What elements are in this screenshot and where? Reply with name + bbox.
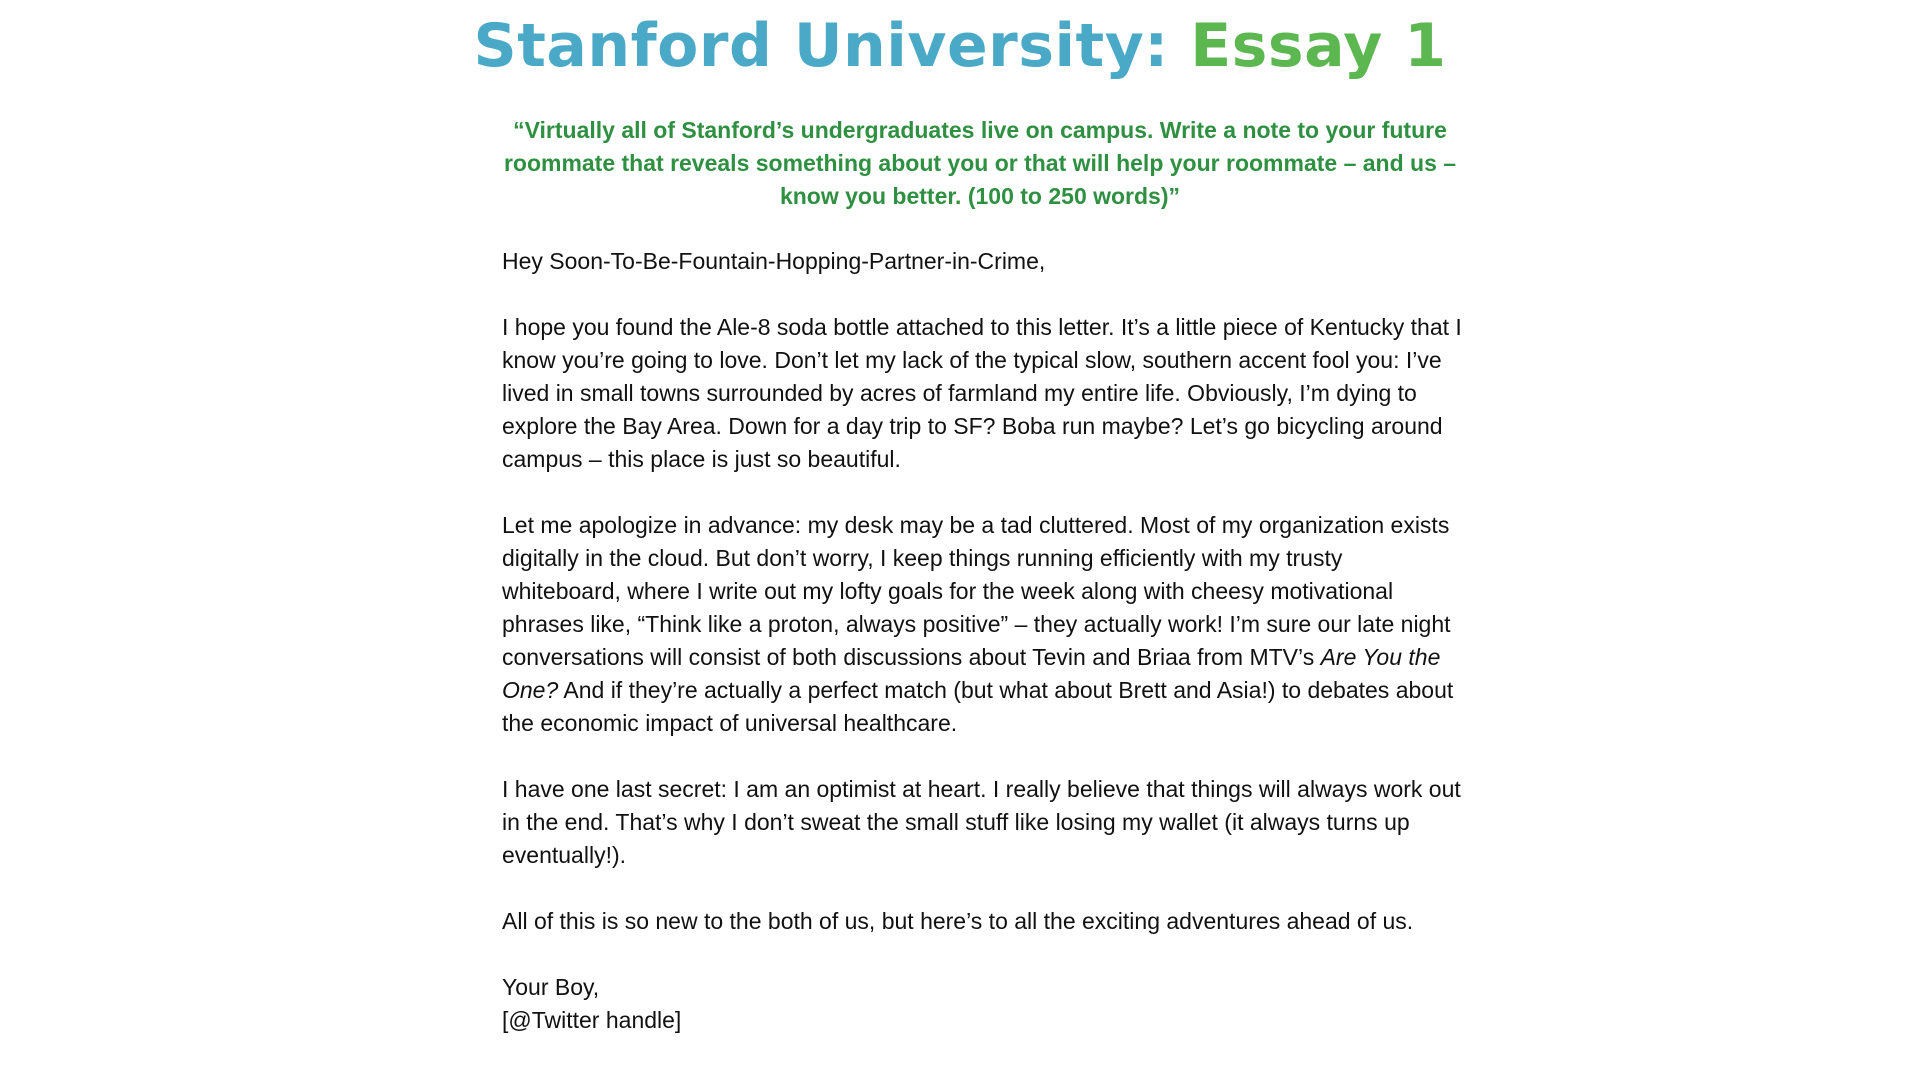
title-essay: Essay 1 <box>1190 11 1447 81</box>
letter-paragraph-2 <box>502 509 1462 740</box>
show-title: Are You the One? <box>502 644 1441 703</box>
letter-greeting: Hey Soon-To-Be-Fountain-Hopping-Partner-in-Crime, <box>502 248 1046 274</box>
letter-body <box>502 245 1462 1037</box>
page-title <box>0 8 1920 84</box>
essay-prompt: “Virtually all of Stanford’s undergraduates live on campus. Write a note to your future roommate that reveals something about you or that will help your roommate – and us – know you better. (100 to 250 words)” <box>503 117 1457 209</box>
letter-signoff: Your Boy, <box>502 974 600 1000</box>
paragraph-2-text-a: Let me apologize in advance: my desk may be a tad cluttered. Most of my organization exists digitally in the cloud. But don’t worry, I keep things running efficiently with my trusty whiteboard, where I write out my lofty goals for the week along with cheesy motivational phrases like, “Think like a proton, always positive” – they actually work! I’m sure our late night conversations will consist of both discussions about Tevin and Briaa from MTV’s <box>502 512 1451 670</box>
letter-paragraph-4: All of this is so new to the both of us, but here’s to all the exciting adventures ahead of us. <box>502 908 1414 934</box>
title-school: Stanford University: <box>473 11 1169 81</box>
letter-paragraph-3: I have one last secret: I am an optimist at heart. I really believe that things will always work out in the end. That’s why I don’t sweat the small stuff like losing my wallet (it always turns up eventually!). <box>502 776 1461 868</box>
paragraph-2-text-b: And if they’re actually a perfect match (but what about Brett and Asia!) to debates about the economic impact of universal healthcare. <box>502 677 1454 736</box>
letter-paragraph-1: I hope you found the Ale-8 soda bottle attached to this letter. It’s a little piece of Kentucky that I know you’re going to love. Don’t let my lack of the typical slow, southern accent fool you: I’ve lived in small towns surrounded by acres of farmland my entire life. Obviously, I’m dying to explore the Bay Area. Down for a day trip to SF? Boba run maybe? Let’s go bicycling around campus – this place is just so beautiful. <box>502 314 1462 472</box>
letter-signature: [@Twitter handle] <box>502 1007 682 1033</box>
letter-closing <box>502 971 1462 1037</box>
